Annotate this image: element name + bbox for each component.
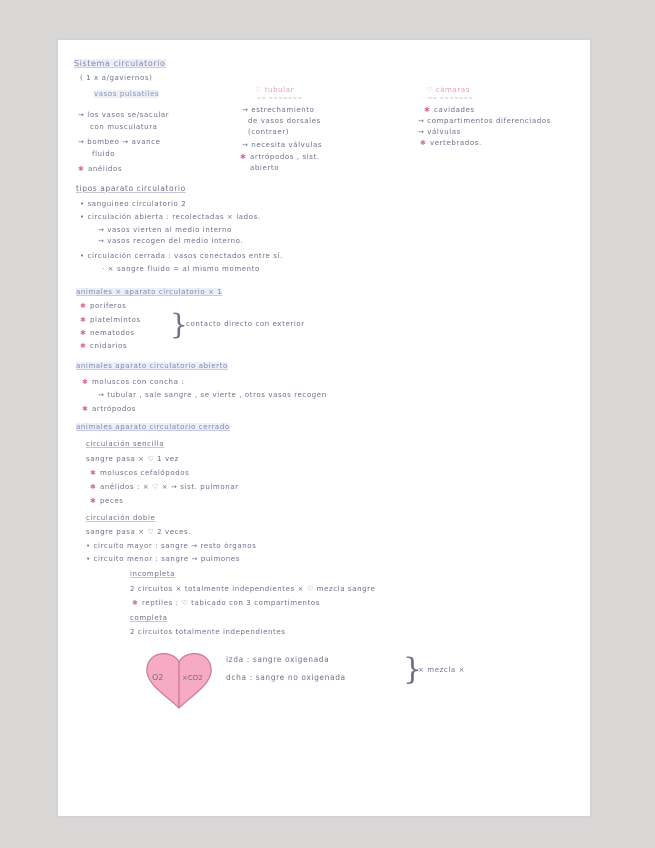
bullet-star-icon: ✱ xyxy=(90,483,97,491)
abierto-item: cnidarios xyxy=(90,342,128,350)
bullet-star-icon: ✱ xyxy=(82,405,89,413)
sencilla-heading: circulación sencilla xyxy=(86,440,165,448)
bullet-star-icon: ✱ xyxy=(240,153,247,161)
bullet-star-icon: ✱ xyxy=(80,329,87,337)
col2-line: abierto xyxy=(250,164,280,172)
completa-line: 2 circuitos totalmente independientes xyxy=(130,628,286,636)
col3-line: vertebrados. xyxy=(430,139,482,147)
abierto-item: nematodos xyxy=(90,329,135,337)
heart-right-label: ×CO2 xyxy=(182,674,203,682)
sencilla-line: moluscos cefalópodos xyxy=(100,469,190,477)
col1-heading: vasos pulsatiles xyxy=(94,90,160,98)
col3-scribble: ~~ ~~~~~~~ xyxy=(428,96,474,102)
final-line: dcha : sangre no oxigenada xyxy=(226,673,346,682)
final-note: × mezcla × xyxy=(418,666,466,674)
tipos-line: → vasos vierten al medio interno xyxy=(98,226,232,234)
abierto-item: platelmintos xyxy=(90,316,141,324)
tipos-line: · × sangre fluido = al mismo momento xyxy=(102,265,260,273)
col1-line: → los vasos se/sacular xyxy=(78,111,170,119)
bullet-star-icon: ✱ xyxy=(78,165,85,173)
page-subtitle: ( 1 x a/gaviernos) xyxy=(80,74,153,82)
col2-scribble: ~~ ~~~~~~~ xyxy=(257,96,303,102)
bullet-star-icon: ✱ xyxy=(132,599,139,607)
final-line: izda : sangre oxigenada xyxy=(226,655,330,664)
col2-line: (contraer) xyxy=(248,128,290,136)
moluscos-line: moluscos con concha : xyxy=(92,378,185,386)
tipos-line: → vasos recogen del medio interno. xyxy=(98,237,244,245)
col1-line: con musculatura xyxy=(90,123,158,131)
incompleta-heading: incompleta xyxy=(130,570,176,578)
brace: } xyxy=(170,308,188,341)
abierto-note: contacto directo con exterior xyxy=(186,320,305,328)
bullet-star-icon: ✱ xyxy=(82,378,89,386)
col3-line: → válvulas xyxy=(418,128,461,136)
brace: } xyxy=(403,652,423,687)
col2-line: → necesita válvulas xyxy=(242,141,323,149)
col2-line: artrópodos , sist. xyxy=(250,153,320,161)
col3-line: cavidades xyxy=(434,106,475,114)
doble-line: • circuito mayor : sangre → resto órganos xyxy=(86,542,257,550)
tipos-line: • circulación cerrada : vasos conectados entre sí. xyxy=(80,252,283,260)
sencilla-line: sangre pasa × ♡ 1 vez xyxy=(86,455,179,463)
col3-heading: ♡ cámaras xyxy=(426,86,470,94)
incompleta-line: 2 circuitos × totalmente independientes × ♡ mezcla sangre xyxy=(130,585,376,593)
bullet-star-icon: ✱ xyxy=(420,139,427,147)
col2-heading: ♡ tubular xyxy=(255,86,295,94)
bullet-star-icon: ✱ xyxy=(90,497,97,505)
moluscos-line: artrópodos xyxy=(92,405,137,413)
doble-line: • circuito menor : sangre → pulmones xyxy=(86,555,240,563)
col3-line: → compartimentos diferenciados xyxy=(418,117,551,125)
tipos-line: • sanguineo circulatorio 2 xyxy=(80,200,187,208)
col2-line: → estrechamiento xyxy=(242,106,315,114)
abierto-heading: animales × aparato circulatorio × 1 xyxy=(76,288,223,296)
col1-line: fluido xyxy=(92,150,116,158)
bullet-star-icon: ✱ xyxy=(424,106,431,114)
tipos-line: • circulación abierta : recolectadas × lados. xyxy=(80,213,261,221)
bullet-star-icon: ✱ xyxy=(80,342,87,350)
completa-heading: completa xyxy=(130,614,168,622)
tipos-heading: tipos aparato circulatorio xyxy=(76,184,186,193)
col1-line: anélidos xyxy=(88,165,123,173)
heart-drawing xyxy=(143,648,215,710)
moluscos-heading: animales aparato circulatorio abierto xyxy=(76,362,228,370)
bullet-star-icon: ✱ xyxy=(80,316,87,324)
page-title: Sistema circulatorio xyxy=(74,59,166,68)
abierto-item: poríferos xyxy=(90,302,127,310)
incompleta-line: reptiles : ♡ tabicado con 3 compartimentos xyxy=(142,599,321,607)
col1-line: → bombeo → avance xyxy=(78,138,161,146)
bullet-star-icon: ✱ xyxy=(90,469,97,477)
heart-left-label: O2 xyxy=(152,673,164,682)
doble-heading: circulación doble xyxy=(86,514,156,522)
notebook-page xyxy=(58,40,590,816)
col2-line: de vasos dorsales xyxy=(248,117,321,125)
bullet-star-icon: ✱ xyxy=(80,302,87,310)
sencilla-line: anélidos : × ♡ × → sist. pulmonar xyxy=(100,483,239,491)
moluscos-line: → tubular , sale sangre , se vierte , otros vasos recogen xyxy=(98,391,327,399)
doble-line: sangre pasa × ♡ 2 veces. xyxy=(86,528,192,536)
sencilla-line: peces xyxy=(100,497,124,505)
cerrado-heading: animales aparato circulatorio cerrado xyxy=(76,423,230,431)
